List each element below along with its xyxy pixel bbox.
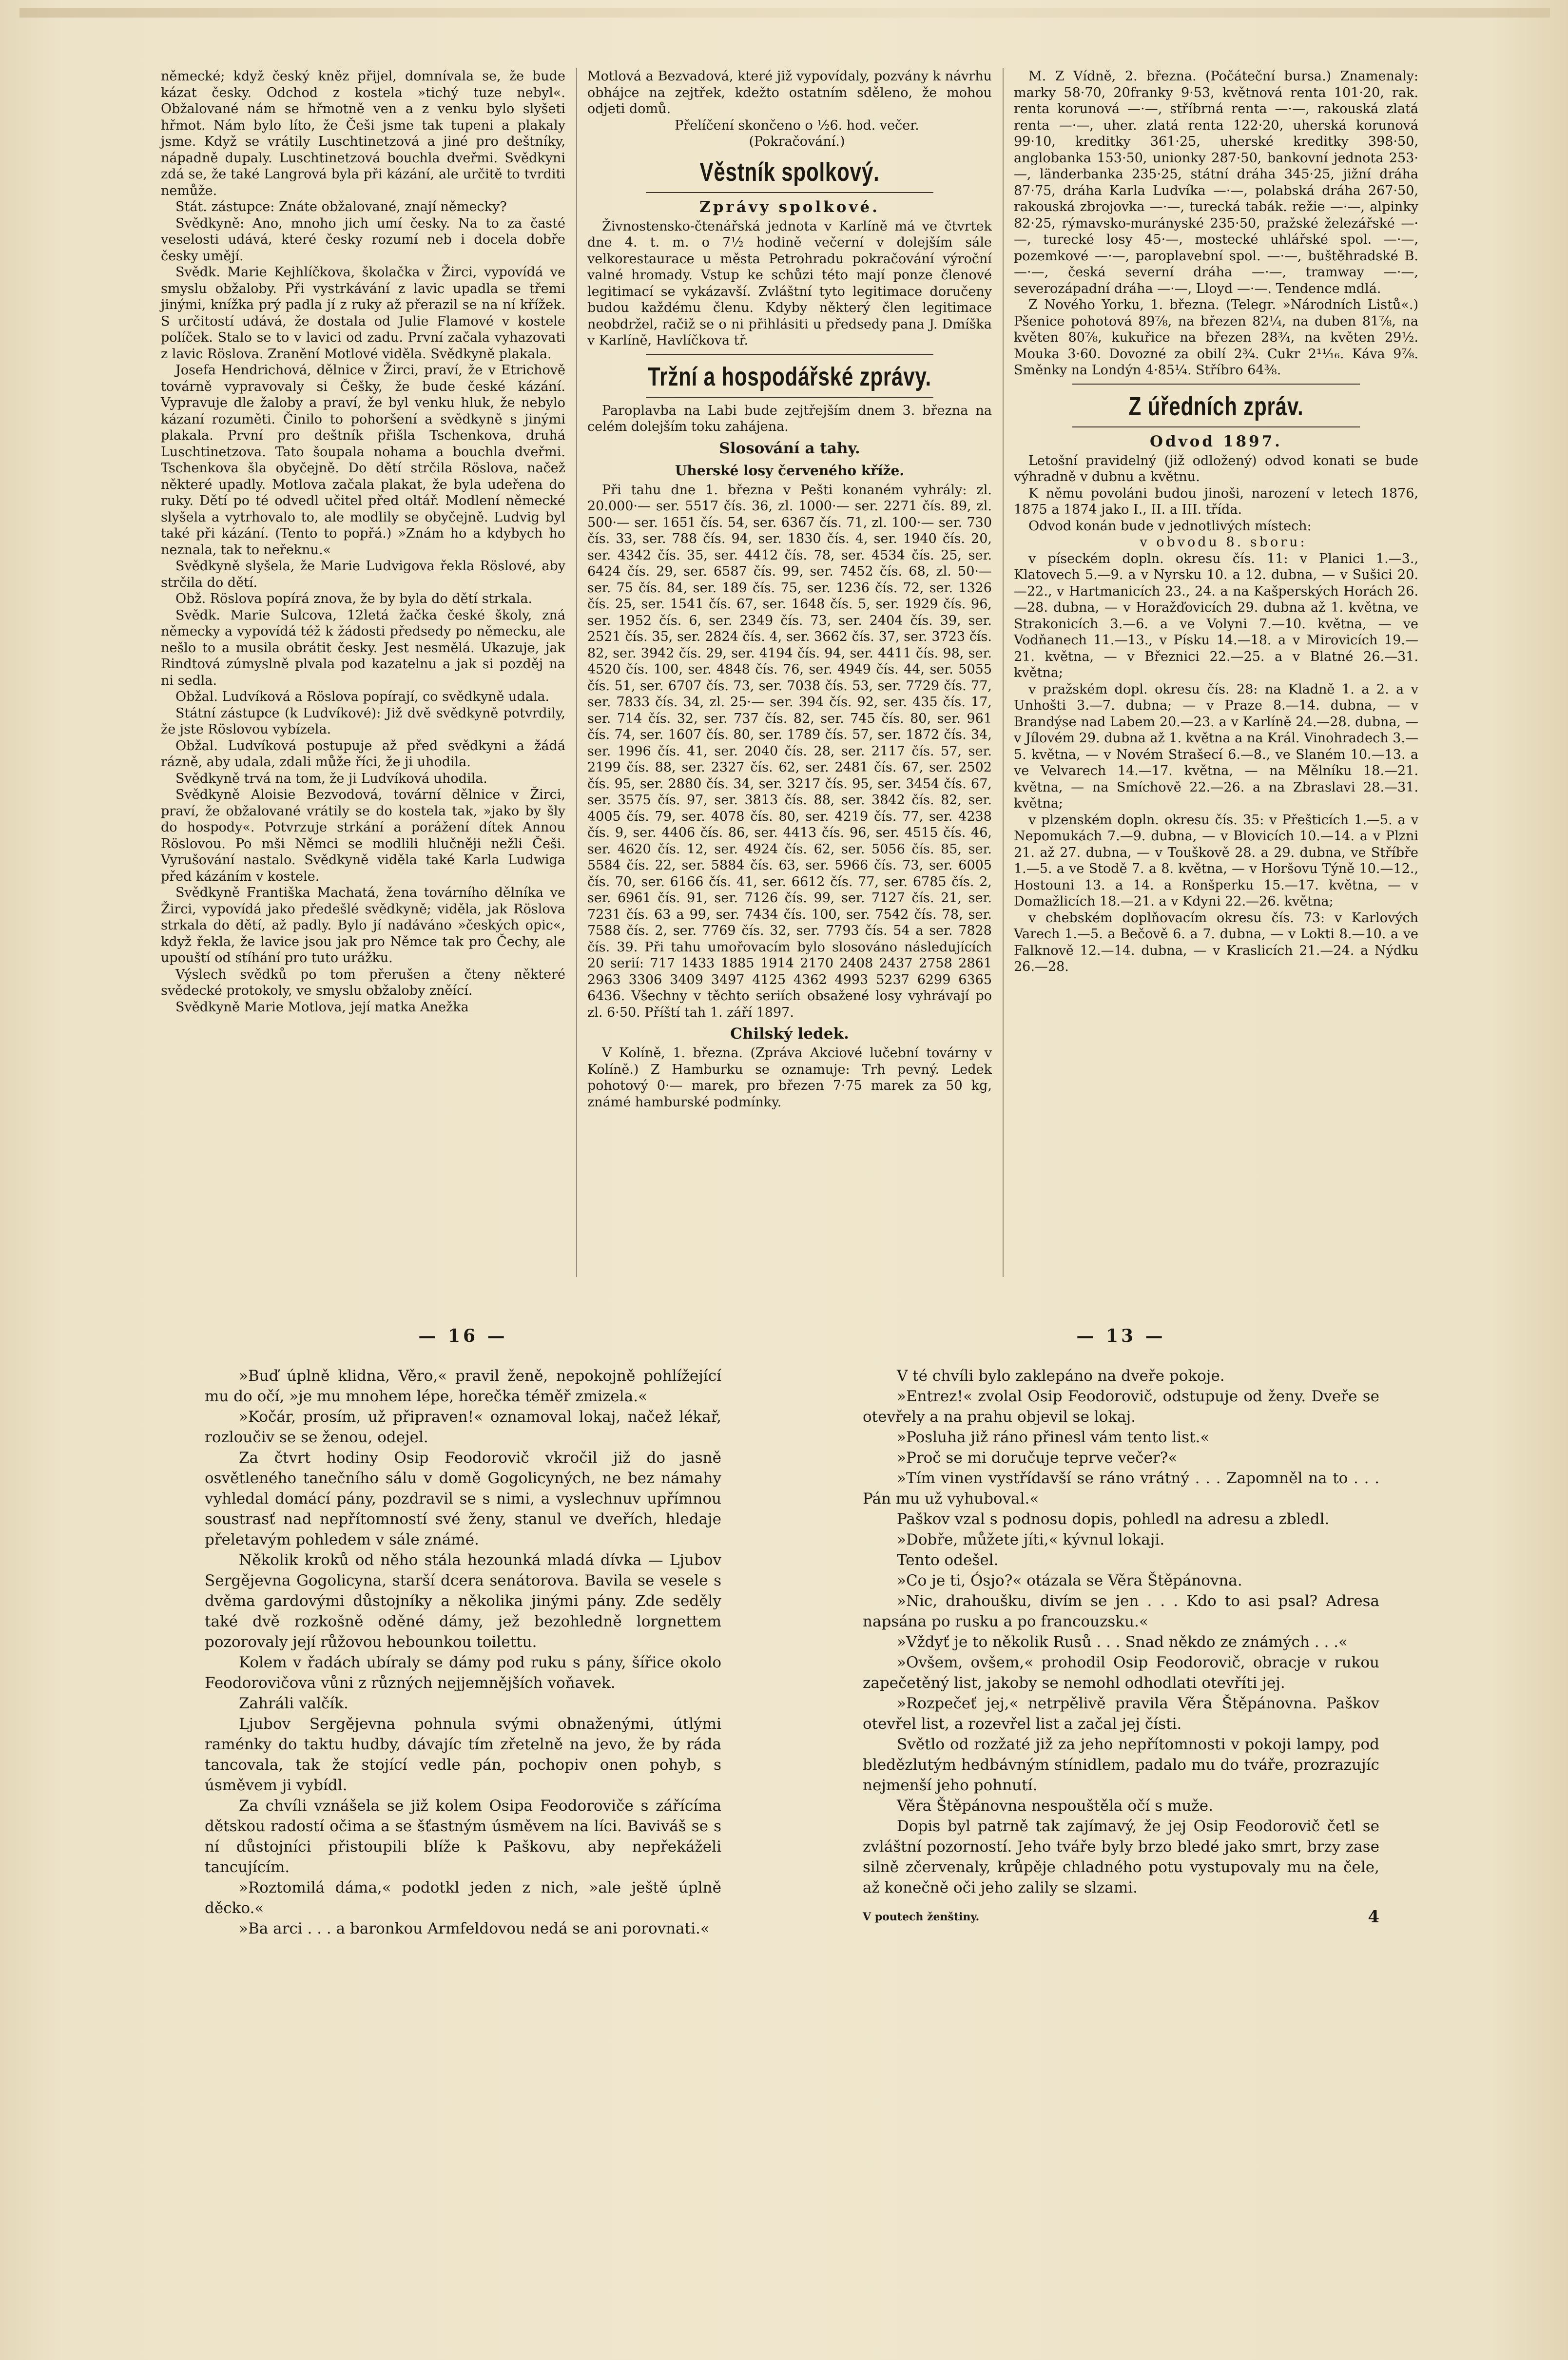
column-rule	[1003, 68, 1004, 1277]
court-report-paragraph: Obžal. Ludvíková postupuje až před svědkyni a žádá rázně, aby udala, zdali může říci, že ji uhodila.	[161, 738, 565, 770]
court-report-paragraph: Výslech svědků po tom přerušen a čteny některé svědecké protokoly, ve smyslu obžaloby zněící.	[161, 967, 565, 998]
story-paragraph: Několik kroků od něho stála hezounká mladá dívka — Ljubov Sergějevna Gogolicyna, starší dcera senátorova. Bavila se vesele s dvěma gardovými důstojníky a několika jinými pány. Zde seděly také dvě rozkošně oděné dámy, jež bezohledně lorgnettem pozorovaly její růžovou hebounkou toilettu.	[205, 1551, 721, 1651]
divider	[646, 397, 933, 398]
new-york-text: Z Nového Yorku, 1. března. (Telegr. »Národních Listů«.) Pšenice pohotová 89⅞, na březen 82¼, na duben 81⅞, na květen 80⅞, kukuřice na březen 28¾, na květen 29½. Mouka 3·60. Dovozné za obilí 2¾. Cukr 2¹¹⁄₁₆. Káva 9⅞. Směnky na Londýn 4·85¼. Stříbro 64⅜.	[1014, 297, 1418, 378]
praha-district: v pražském dopl. okresu čís. 28: na Kladně 1. a 2. a v Unhošti 3.—7. dubna; — v Praze 8.—14. dubna, — v Brandýse nad Labem 20.—23. a v Karlíně 24.—28. dubna, — v Jílovém 29. dubna až 1. května a na Král. Vinohradech 3.—5. května, — v Novém Strašecí 6.—8., ve Slaném 10.—13. a ve Velvarech 14.—17. května, — na Mělníku 18.—21. května, — na Smíchově 22.—26. a na Zbraslavi 28.—31. května;	[1014, 681, 1418, 811]
court-report-paragraph: Svědkyně trvá na tom, že ji Ludvíková uhodila.	[175, 771, 487, 786]
odvod-intro: Letošní pravidelný (již odložený) odvod konati se bude výhradně v dubnu a květnu.	[1014, 453, 1418, 484]
story-paragraph: V té chvíli bylo zaklepáno na dveře pokoje.	[897, 1367, 1225, 1385]
subheading-chilsky-ledek: Chilský ledek.	[730, 1025, 849, 1043]
subheading-odvod: Odvod 1897.	[1150, 432, 1282, 450]
cheb-district: v chebském doplňovacím okresu čís. 73: v Karlových Varech 1.—5. a Bečově 6. a 7. dubna, — v Lokti 8.—10. a ve Falknově 12.—14. dubna, — v Kraslicích 21.—24. a Nýdku 26.—28.	[1014, 910, 1418, 974]
court-report-paragraph: Státní zástupce (k Ludvíkové): Již dvě svědkyně potvrdily, že jste Röslovou vybízela.	[161, 705, 565, 737]
vienna-exchange-text: M. Z Vídně, 2. března. (Počáteční bursa.) Znamenaly: marky 58·70, 20franky 9·53, květnová renta 101·20, rak. renta korunová —·—, stříbrná renta —·—, rakouská zlatá renta —·—, uher. zlatá renta 122·20, uherská korunová 99·10, kreditky 361·25, uherské kreditky 398·50, anglobanka 153·50, unionky 287·50, bankovní jednota 253·—, länderbanka 235·25, státní dráha 345·25, jižní dráha 87·75, dráha Karla Ludvíka —·—, polabská dráha 267·50, rakouská zbrojovka —·—, turecká tabák. režie —·—, alpinky 82·25, rýmavsko-murányské 235·50, pražské železářské —·—, turecké losy 45·—, mostecké uhlářské spol. —·—, pozemkové —·—, paroplavební spol. —·—, buštěhradské B. —·—, česká severní dráha —·—, tramway —·—, severozápadní dráha —·—, Lloyd —·—. Tendence mdlá.	[1014, 69, 1418, 296]
signature-mark: 4	[1368, 1907, 1379, 1927]
continued-note: (Pokračování.)	[749, 134, 845, 149]
story-paragraph: »Tím vinen vystřídavší se ráno vrátný . . . Zapomněl na to . . . Pán mu už vyhuboval.«	[863, 1470, 1379, 1508]
subheading-zpravy: Zprávy spolkové.	[699, 198, 880, 216]
story-paragraph: »Rozpečeť jej,« netrpělivě pravila Věra Štěpánovna. Paškov otevřel list, a rozevřel list a začal jej čísti.	[863, 1695, 1379, 1733]
court-report-paragraph: Svědkyně Marie Motlova, její matka Anežka	[175, 999, 469, 1015]
divider	[646, 354, 933, 355]
story-paragraph: »Ba arci . . . a baronkou Armfeldovou nedá se ani porovnati.«	[239, 1920, 710, 1937]
story-paragraph: »Co je ti, Ósjo?« otázala se Věra Štěpánovna.	[897, 1572, 1242, 1589]
story-paragraph: »Buď úplně klidna, Věro,« pravil ženě, nepokojně pohlížející mu do očí, »je mu mnohem lépe, horečka téměř zmizela.«	[205, 1367, 721, 1405]
story-paragraph: Zahráli valčík.	[239, 1695, 348, 1712]
subheading-uherske-losy: Uherské losy červeného kříže.	[675, 462, 905, 479]
court-report-paragraph: Obž. Röslova popírá znova, že by byla do dětí strkala.	[175, 591, 533, 606]
story-paragraph: Světlo od rozžaté již za jeho nepřítomnosti v pokoji lampy, pod bledězlutým hedbávným stínidlem, padalo mu do tváře, prozrazujíc nejmenší jeho pohnutí.	[863, 1736, 1379, 1794]
serial-title: V poutech ženštiny.	[863, 1911, 980, 1923]
court-report-paragraph: Svědkyně Aloisie Bezvodová, tovární dělnice v Žirci, praví, že obžalované vrátily se do kostela tak, »jako by šly do hospody«. Potvrzuje strkání a porážení dítek Annou Röslovou. Po mši Němci se modlili hlučněji nežli Češi. Vyrušování nastalo. Svědkyně viděla také Karla Ludwiga před kázáním v kostele.	[161, 787, 565, 884]
page-top-edge	[19, 8, 1550, 18]
lottery-results: Při tahu dne 1. března v Pešti konaném vyhrály: zl. 20.000·— ser. 5517 čís. 36, zl. 1000·— ser. 2271 čís. 89, zl. 500·— ser. 1651 čís. 54, ser. 6367 čís. 71, zl. 100·— ser. 730 čís. 33, ser. 788 čís. 94, ser. 1830 čís. 4, ser. 1940 čís. 20, ser. 4342 čís. 35, ser. 4412 čís. 78, ser. 4534 čís. 25, ser. 6424 čís. 29, ser. 6587 čís. 99, ser. 7452 čís. 68, zl. 50·— ser. 75 čís. 84, ser. 189 čís. 75, ser. 1236 čís. 72, ser. 1326 čís. 25, ser. 1541 čís. 67, ser. 1648 čís. 5, ser. 1929 čís. 96, ser. 1952 čís. 6, ser. 2349 čís. 73, ser. 2404 čís. 39, ser. 2521 čís. 35, ser. 2824 čís. 4, ser. 3662 čís. 37, ser. 3723 čís. 82, ser. 3942 čís. 29, ser. 4194 čís. 94, ser. 4411 čís. 98, ser. 4520 čís. 100, ser. 4848 čís. 76, ser. 4949 čís. 44, ser. 5055 čís. 51, ser. 6707 čís. 73, ser. 7038 čís. 53, ser. 7729 čís. 77, ser. 7833 čís. 34, zl. 25·— ser. 394 čís. 92, ser. 435 čís. 17, ser. 714 čís. 32, ser. 737 čís. 82, ser. 745 čís. 80, ser. 961 čís. 74, ser. 1607 čís. 80, ser. 1789 čís. 57, ser. 1872 čís. 34, ser. 1996 čís. 41, ser. 2040 čís. 28, ser. 2117 čís. 57, ser. 2199 čís. 88, ser. 2327 čís. 62, ser. 2481 čís. 67, ser. 2502 čís. 95, ser. 2880 čís. 34, ser. 3217 čís. 95, ser. 3454 čís. 67, ser. 3575 čís. 97, ser. 3813 čís. 88, ser. 3842 čís. 82, ser. 4005 čís. 79, ser. 4078 čís. 80, ser. 4219 čís. 77, ser. 4238 čís. 9, ser. 4406 čís. 86, ser. 4413 čís. 96, ser. 4515 čís. 46, ser. 4620 čís. 12, ser. 4924 čís. 62, ser. 5056 čís. 85, ser. 5584 čís. 22, ser. 5884 čís. 63, ser. 5966 čís. 73, ser. 6005 čís. 70, ser. 6166 čís. 41, ser. 6612 čís. 77, ser. 6785 čís. 2, ser. 6961 čís. 91, ser. 7126 čís. 99, ser. 7127 čís. 21, ser. 7231 čís. 63 a 99, ser. 7434 čís. 100, ser. 7542 čís. 78, ser. 7588 čís. 2, ser. 7769 čís. 32, ser. 7793 čís. 54 a ser. 7828 čís. 39. Při tahu umořovacím bylo slosováno následujících 20 serií: 717 1433 1885 1914 2170 2408 2437 2758 2861 2963 3306 3409 3497 4125 4362 4993 5237 6299 6365 6436. Všechny v těchto seriích obsažené losy vyhrávají po zl. 6·50. Příští tah 1. září 1897.	[587, 482, 992, 1020]
section-heading-vestnik: Věstník spolkový.	[699, 157, 880, 187]
court-report-column	[161, 68, 565, 1015]
divider	[1072, 426, 1360, 427]
feuilleton-pages	[161, 1326, 1428, 2301]
page-number-right: — 13 —	[1076, 1326, 1166, 1346]
section-heading-trzni: Tržní a hospodářské zprávy.	[647, 362, 932, 391]
chilsky-ledek-text: V Kolíně, 1. března. (Zpráva Akciové lučební továrny v Kolíně.) Z Hamburku se oznamuje: Trh pevný. Ledek pohotový 0·— marek, pro březen 7·75 marek za 50 kg, známé hamburské podmínky.	[587, 1045, 992, 1110]
book-page-footer	[819, 1907, 1423, 1927]
divider	[1072, 384, 1360, 385]
corps-district: v obvodu 8. sboru:	[1140, 535, 1307, 550]
book-page-left-text	[161, 1366, 765, 1939]
session-end: Přelíčení skončeno o ½6. hod. večer.	[675, 117, 919, 133]
pisek-district: v píseckém dopln. okresu čís. 11: v Planici 1.—3., Klatovech 5.—9. a v Nyrsku 10. a 12. dubna, — v Sušici 20.—22., v Hartmanicích 23., 24. a na Kašperských Horách 26.—28. dubna, — v Horažďovicích 29. dubna až 1. května, ve Strakonicích 3.—6. a ve Volyni 7.—10. května, — ve Vodňanech 11.—13., v Písku 14.—18. a v Mirovicích 19.—21. května, — v Březnici 22.—25. a v Blatné 26.—31. května;	[1014, 551, 1418, 680]
court-report-paragraph: Svědk. Marie Sulcova, 12letá žačka české školy, zná německy a vypovídá též k žádosti předsedy po německu, ale nešlo to a musila obrátit česky. Jest nesmělá. Ukazuje, jak Rindtová zúmyslně plvala pod kazatelnu a jak si pozděj na ni sedla.	[161, 607, 565, 688]
story-paragraph: »Posluha již ráno přinesl vám tento list.«	[897, 1429, 1210, 1446]
court-report-paragraph: Svědkyně Františka Machatá, žena továrního dělníka ve Žirci, vypovídá jako předešlé svědkyně; viděla, jak Röslova strkala do dětí, až padly. Bylo jí nadáváno »českých opic«, když řekla, že lavice jsou jak pro Němce tak pro Čechy, ale upouští od stíhání pro tuto urážku.	[161, 885, 565, 966]
court-report-continuation: Motlová a Bezvadová, které již vypovídaly, pozvány k návrhu obhájce na zejtřek, kdežto ostatním sděleno, že mohou odjeti domů.	[587, 69, 992, 116]
subheading-slosovani: Slosování a tahy.	[719, 439, 860, 457]
court-report-paragraph: Svědk. Marie Kejhlíčkova, školačka v Žirci, vypovídá ve smyslu obžaloby. Při vystrkávání z lavic upadla se třemi jinými, knížka prý padla jí z ruky až přerazil se na ní křížek. S určitostí udává, že dostala od Julie Flamové v kostele políček. Stalo se to v lavici od zadu. První začala vyhazovati z lavic Röslova. Zranění Motlové viděla. Svědkyně plakala.	[161, 265, 565, 362]
plzen-district: v plzenském dopln. okresu čís. 35: v Přešticích 1.—5. a v Nepomukách 7.—9. dubna, — v Blovicích 10.—14. a v Plzni 21. až 27. dubna, — v Touškově 28. a 29. dubna, ve Stříbře 1.—5. a ve Stodě 7. a 8. května, — v Horšovu Týně 10.—12., Hostouni 13. a 14. a Ronšperku 15.—17. května, — v Domažlicích 18.—21. a v Kdyni 22.—26. května;	[1014, 812, 1418, 909]
story-paragraph: Ljubov Sergějevna pohnula svými obnaženými, útlými raménky do taktu hudby, dávajíc tím zřetelně na jevo, že by ráda tancovala, tak že stojící vedle pán, pochopiv onen pohyb, s úsměvem ji vybídl.	[205, 1715, 721, 1794]
story-paragraph: »Nic, drahoušku, divím se jen . . . Kdo to asi psal? Adresa napsána po rusku a po francouzsku.«	[863, 1592, 1379, 1630]
court-report-paragraph: Obžal. Ludvíková a Röslova popírají, co svědkyně udala.	[175, 689, 550, 704]
middle-column	[587, 68, 992, 1110]
court-report-paragraph: německé; když český kněz přijel, domnívala se, že bude kázat česky. Odchod z kostela »tichý tuze nebyl«. Obžalované nám se hřmotně ven a z venku bylo slyšeti hřmot. Nám bylo líto, že Češi jsme tak tupeni a plakaly jsme. Když se vrátily Luschtinetzová a jiné pro deštníky, nápadně dupaly. Luschtinetzová bouchla dveřmi. Svědkyni zdá se, že také Langrová byla při kázání, ale určitě to tvrditi nemůže.	[161, 69, 565, 198]
story-paragraph: Paškov vzal s podnosu dopis, pohledl na adresu a zbledl.	[897, 1510, 1330, 1528]
book-page-right-text	[819, 1366, 1423, 1898]
story-paragraph: »Ovšem, ovšem,« prohodil Osip Feodorovič, obracje v rukou zapečetěný list, jakoby se nemohl odhodlati otevříti jej.	[863, 1654, 1379, 1692]
story-paragraph: Za chvíli vznášela se již kolem Osipa Feodoroviče s zářícíma dětskou radostí očima a se šťastným úsměvem na líci. Baviváš se s ní důstojníci přistoupili blíže k Paškovu, aby nepřekáželi tancujícím.	[205, 1797, 721, 1876]
odvod-places: Odvod konán bude v jednotlivých místech:	[1028, 518, 1312, 534]
story-paragraph: »Roztomilá dáma,« podotkl jeden z nich, »ale ještě úplně děcko.«	[205, 1879, 721, 1917]
court-report-paragraph: Svědkyně slyšela, že Marie Ludvigova řekla Röslové, aby strčila do dětí.	[161, 559, 565, 590]
page-number-left: — 16 —	[418, 1326, 508, 1346]
story-paragraph: »Vždyť je to několik Rusů . . . Snad někdo ze známých . . .«	[897, 1633, 1348, 1651]
court-report-paragraph: Josefa Hendrichová, dělnice v Žirci, praví, že v Etrichově továrně vypravovaly si Češky, že bude české kázání. Vypravuje dle žaloby a praví, že byl venku hluk, že nebylo kázaní rozuměti. Činilo to pohoršení a svědkyně s jinými plakala. První pro deštník přišla Tschenkova, druhá Luschtinetzova. Tato šoupala nohama a bouchla dveřmi. Tschenkova šla obyčejně. Do dětí strčila Röslova, načež některé upadly. Motlova začala plakat, že byla udeřena do ruky. Dětí po té odvedl učitel před oltář. Modlení německé slyšela a vytrhovalo to, ale modlily se obyčejně. Ludvig byl také při kázání. (Tento to popřá.) »Znám ho a kdybych ho neznala, tak to neřeknu.«	[161, 363, 565, 558]
story-paragraph: »Entrez!« zvolal Osip Feodorovič, odstupuje od ženy. Dveře se otevřely a na prahu objevil se lokaj.	[863, 1388, 1379, 1426]
right-column	[1014, 68, 1418, 975]
story-paragraph: Za čtvrt hodiny Osip Feodorovič vkročil již do jasně osvětleného tanečního sálu v domě Gogolicyných, ne bez námahy vyhledal domácí pány, pozdravil se s nimi, a vyslechnuv upřímnou soustrasť nad nepřítomností své ženy, stanul ve dveřích, hledaje přeletavým pohledem v sále známé.	[205, 1449, 721, 1548]
story-paragraph: »Kočár, prosím, už připraven!« oznamoval lokaj, načež lékař, rozloučiv se se ženou, odejel.	[205, 1408, 721, 1446]
section-heading-uredni: Z úředních zpráv.	[1128, 391, 1304, 421]
story-paragraph: Tento odešel.	[897, 1551, 999, 1569]
book-page-right	[819, 1326, 1423, 1927]
newspaper-columns	[161, 68, 1428, 1287]
paroplavba-text: Paroplavba na Labi bude zejtřejším dnem 3. března na celém dolejším toku zahájena.	[587, 403, 992, 434]
story-paragraph: »Proč se mi doručuje teprve večer?«	[897, 1449, 1178, 1467]
book-page-left	[161, 1326, 765, 1939]
divider	[646, 192, 933, 193]
story-paragraph: Kolem v řadách ubíraly se dámy pod ruku s pány, šířice okolo Feodorovičova vůni z různých nejjemnějších voňavek.	[205, 1654, 721, 1692]
odvod-cohorts: K němu povoláni budou jinoši, narození v letech 1876, 1875 a 1874 jako I., II. a III. třída.	[1014, 485, 1418, 517]
column-rule	[576, 68, 577, 1277]
court-report-paragraph: Stát. zástupce: Znáte obžalované, znají německy?	[175, 199, 507, 214]
court-report-paragraph: Svědkyně: Ano, mnoho jich umí česky. Na to za časté veselosti udává, které česky rozumí neb i docela dobře česky umějí.	[161, 215, 565, 264]
story-paragraph: Věra Štěpánovna nespouštěla očí s muže.	[897, 1797, 1213, 1815]
story-paragraph: »Dobře, můžete jíti,« kývnul lokaji.	[897, 1531, 1165, 1548]
story-paragraph: Dopis byl patrně tak zajímavý, že jej Osip Feodorovič četl se zvláštní pozorností. Jeho tváře byly brzo bledé jako smrt, brzy zase silně zčervenaly, krůpěje chladného potu vystupovaly mu na čele, až konečně oči jeho zalily se slzami.	[863, 1818, 1379, 1896]
club-news-text: Živnostensko-čtenářská jednota v Karlíně má ve čtvrtek dne 4. t. m. o 7½ hodině večerní v dolejším sále velkorestaurace u města Petrohradu pokračování výroční valné hromady. Vstup ke schůzi této mají ponze členové legitimací se vykázavší. Zvláštní tyto legitimace doručeny budou každému členu. Kdyby některý člen legitimace neobdržel, račiž se o ni přihlásiti u předsedy pana J. Dmíška v Karlíně, Havlíčkova tř.	[587, 218, 992, 348]
